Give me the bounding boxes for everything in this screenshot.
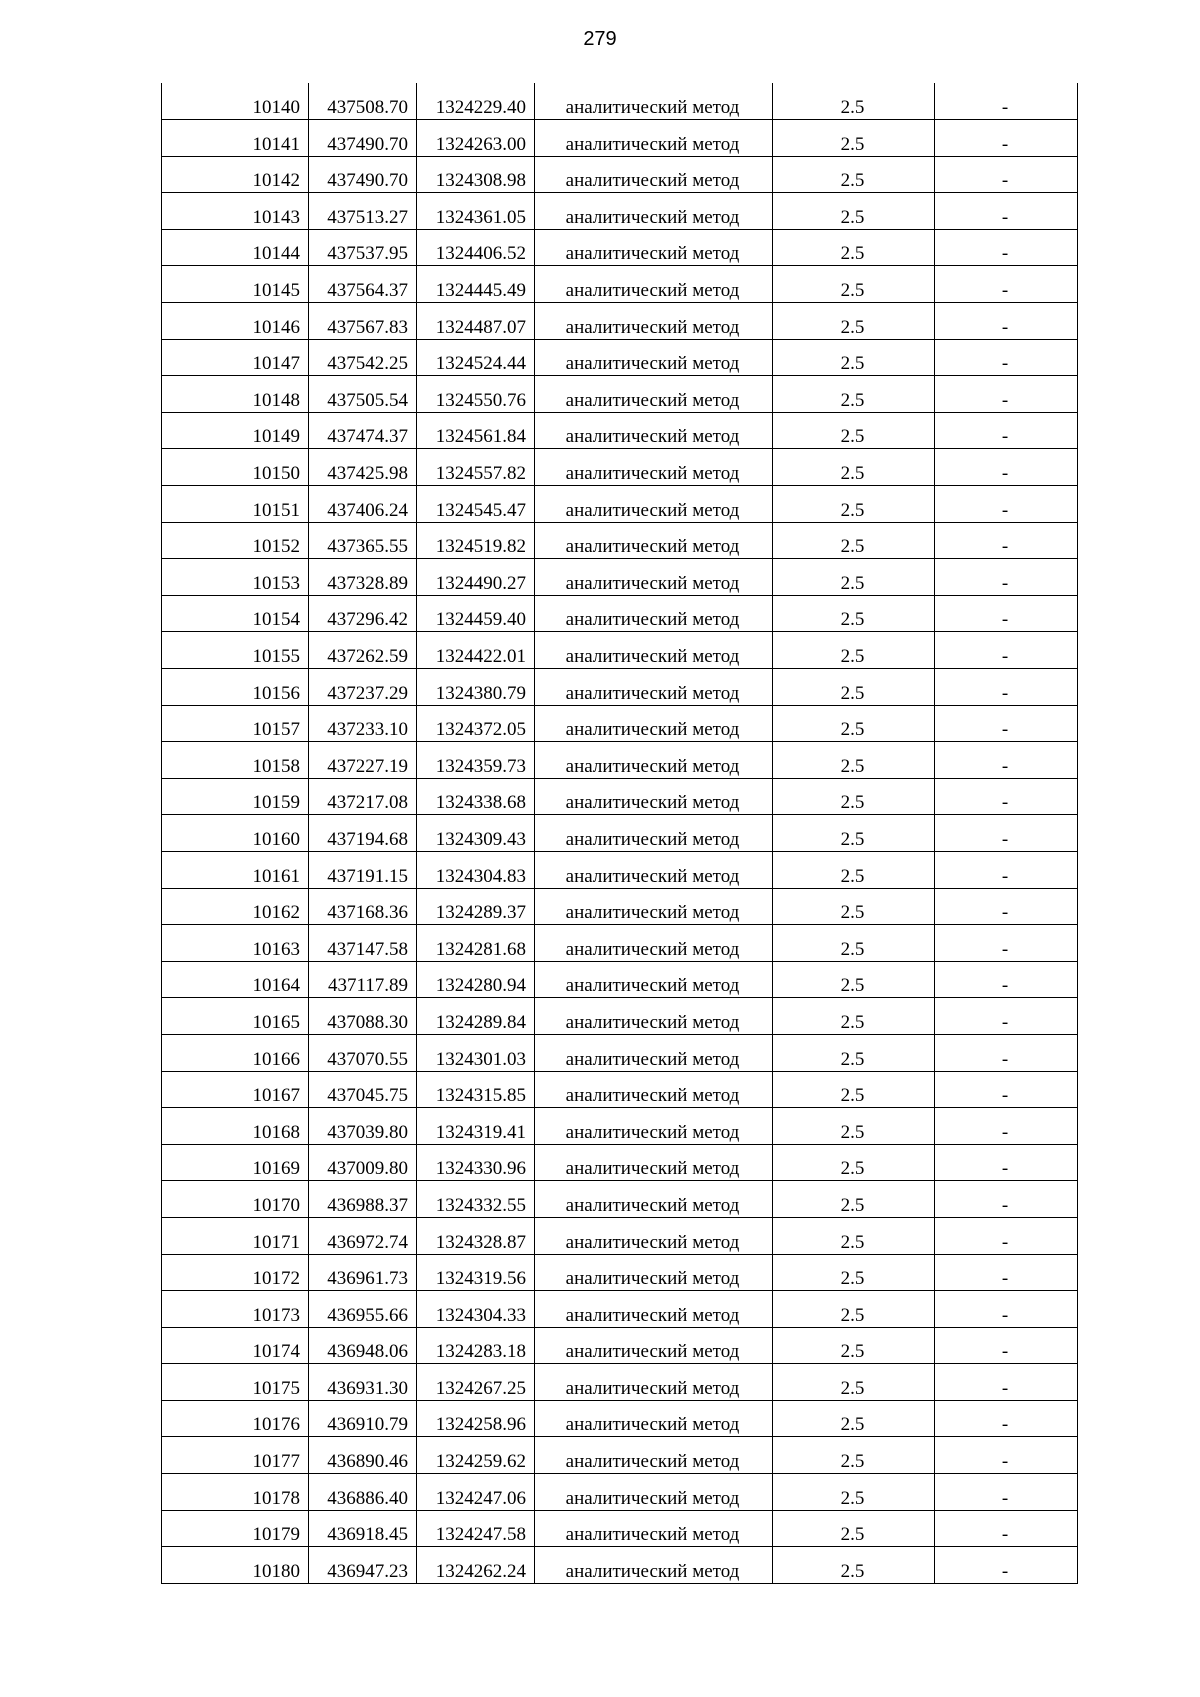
accuracy-cell: 2.5 [773, 851, 935, 888]
point-number-cell: 10166 [162, 1034, 309, 1071]
method-cell: аналитический метод [535, 120, 773, 157]
table-row [162, 229, 1078, 266]
accuracy-cell: 2.5 [773, 742, 935, 779]
table-row [162, 1437, 1078, 1474]
method-cell: аналитический метод [535, 376, 773, 413]
table-row [162, 815, 1078, 852]
table-row [162, 1510, 1078, 1547]
point-number-cell: 10178 [162, 1474, 309, 1511]
note-cell: - [935, 486, 1078, 523]
table-row [162, 1071, 1078, 1108]
y-coordinate-cell: 1324258.96 [417, 1400, 535, 1437]
x-coordinate-cell: 436890.46 [309, 1437, 417, 1474]
point-number-cell: 10148 [162, 376, 309, 413]
x-coordinate-cell: 437474.37 [309, 412, 417, 449]
accuracy-cell: 2.5 [773, 193, 935, 230]
x-coordinate-cell: 437490.70 [309, 156, 417, 193]
accuracy-cell: 2.5 [773, 266, 935, 303]
x-coordinate-cell: 436886.40 [309, 1474, 417, 1511]
table-row [162, 1034, 1078, 1071]
point-number-cell: 10171 [162, 1217, 309, 1254]
method-cell: аналитический метод [535, 339, 773, 376]
table-row [162, 632, 1078, 669]
method-cell: аналитический метод [535, 742, 773, 779]
table-row [162, 888, 1078, 925]
accuracy-cell: 2.5 [773, 229, 935, 266]
accuracy-cell: 2.5 [773, 1474, 935, 1511]
y-coordinate-cell: 1324445.49 [417, 266, 535, 303]
point-number-cell: 10169 [162, 1144, 309, 1181]
table-row [162, 925, 1078, 962]
point-number-cell: 10177 [162, 1437, 309, 1474]
point-number-cell: 10158 [162, 742, 309, 779]
point-number-cell: 10156 [162, 669, 309, 706]
page-number: 279 [583, 28, 617, 50]
table-row [162, 1108, 1078, 1145]
x-coordinate-cell: 437490.70 [309, 120, 417, 157]
y-coordinate-cell: 1324263.00 [417, 120, 535, 157]
table-row [162, 412, 1078, 449]
method-cell: аналитический метод [535, 1437, 773, 1474]
y-coordinate-cell: 1324406.52 [417, 229, 535, 266]
point-number-cell: 10147 [162, 339, 309, 376]
method-cell: аналитический метод [535, 1510, 773, 1547]
y-coordinate-cell: 1324247.06 [417, 1474, 535, 1511]
note-cell: - [935, 1400, 1078, 1437]
point-number-cell: 10150 [162, 449, 309, 486]
table-row [162, 1217, 1078, 1254]
x-coordinate-cell: 437365.55 [309, 522, 417, 559]
x-coordinate-cell: 437425.98 [309, 449, 417, 486]
accuracy-cell: 2.5 [773, 303, 935, 340]
accuracy-cell: 2.5 [773, 1547, 935, 1584]
method-cell: аналитический метод [535, 1217, 773, 1254]
point-number-cell: 10167 [162, 1071, 309, 1108]
x-coordinate-cell: 437191.15 [309, 851, 417, 888]
note-cell: - [935, 522, 1078, 559]
y-coordinate-cell: 1324304.83 [417, 851, 535, 888]
accuracy-cell: 2.5 [773, 1144, 935, 1181]
note-cell: - [935, 1547, 1078, 1584]
x-coordinate-cell: 437564.37 [309, 266, 417, 303]
point-number-cell: 10152 [162, 522, 309, 559]
x-coordinate-cell: 437233.10 [309, 705, 417, 742]
point-number-cell: 10143 [162, 193, 309, 230]
note-cell: - [935, 1144, 1078, 1181]
accuracy-cell: 2.5 [773, 1510, 935, 1547]
x-coordinate-cell: 437262.59 [309, 632, 417, 669]
table-row [162, 1181, 1078, 1218]
table-row [162, 266, 1078, 303]
note-cell: - [935, 1364, 1078, 1401]
accuracy-cell: 2.5 [773, 998, 935, 1035]
note-cell: - [935, 449, 1078, 486]
accuracy-cell: 2.5 [773, 669, 935, 706]
x-coordinate-cell: 437088.30 [309, 998, 417, 1035]
x-coordinate-cell: 437147.58 [309, 925, 417, 962]
x-coordinate-cell: 437328.89 [309, 559, 417, 596]
method-cell: аналитический метод [535, 156, 773, 193]
table-row [162, 1547, 1078, 1584]
note-cell: - [935, 742, 1078, 779]
x-coordinate-cell: 437505.54 [309, 376, 417, 413]
accuracy-cell: 2.5 [773, 156, 935, 193]
method-cell: аналитический метод [535, 1291, 773, 1328]
note-cell: - [935, 193, 1078, 230]
y-coordinate-cell: 1324459.40 [417, 595, 535, 632]
accuracy-cell: 2.5 [773, 925, 935, 962]
accuracy-cell: 2.5 [773, 1217, 935, 1254]
y-coordinate-cell: 1324308.98 [417, 156, 535, 193]
table-row [162, 742, 1078, 779]
y-coordinate-cell: 1324247.58 [417, 1510, 535, 1547]
point-number-cell: 10155 [162, 632, 309, 669]
note-cell: - [935, 1291, 1078, 1328]
y-coordinate-cell: 1324550.76 [417, 376, 535, 413]
accuracy-cell: 2.5 [773, 888, 935, 925]
note-cell: - [935, 1510, 1078, 1547]
y-coordinate-cell: 1324422.01 [417, 632, 535, 669]
x-coordinate-cell: 437045.75 [309, 1071, 417, 1108]
accuracy-cell: 2.5 [773, 1071, 935, 1108]
note-cell: - [935, 1327, 1078, 1364]
note-cell: - [935, 888, 1078, 925]
method-cell: аналитический метод [535, 303, 773, 340]
point-number-cell: 10160 [162, 815, 309, 852]
y-coordinate-cell: 1324519.82 [417, 522, 535, 559]
accuracy-cell: 2.5 [773, 1400, 935, 1437]
note-cell: - [935, 632, 1078, 669]
x-coordinate-cell: 437039.80 [309, 1108, 417, 1145]
point-number-cell: 10172 [162, 1254, 309, 1291]
point-number-cell: 10153 [162, 559, 309, 596]
point-number-cell: 10141 [162, 120, 309, 157]
y-coordinate-cell: 1324229.40 [417, 83, 535, 120]
method-cell: аналитический метод [535, 1144, 773, 1181]
accuracy-cell: 2.5 [773, 412, 935, 449]
method-cell: аналитический метод [535, 1108, 773, 1145]
y-coordinate-cell: 1324319.41 [417, 1108, 535, 1145]
accuracy-cell: 2.5 [773, 376, 935, 413]
y-coordinate-cell: 1324319.56 [417, 1254, 535, 1291]
method-cell: аналитический метод [535, 888, 773, 925]
y-coordinate-cell: 1324332.55 [417, 1181, 535, 1218]
table-row [162, 120, 1078, 157]
y-coordinate-cell: 1324262.24 [417, 1547, 535, 1584]
accuracy-cell: 2.5 [773, 1437, 935, 1474]
x-coordinate-cell: 437513.27 [309, 193, 417, 230]
y-coordinate-cell: 1324359.73 [417, 742, 535, 779]
table-row [162, 449, 1078, 486]
point-number-cell: 10168 [162, 1108, 309, 1145]
accuracy-cell: 2.5 [773, 449, 935, 486]
point-number-cell: 10165 [162, 998, 309, 1035]
point-number-cell: 10180 [162, 1547, 309, 1584]
table-row [162, 705, 1078, 742]
x-coordinate-cell: 437227.19 [309, 742, 417, 779]
accuracy-cell: 2.5 [773, 1254, 935, 1291]
accuracy-cell: 2.5 [773, 1364, 935, 1401]
note-cell: - [935, 925, 1078, 962]
table-row [162, 998, 1078, 1035]
method-cell: аналитический метод [535, 522, 773, 559]
method-cell: аналитический метод [535, 559, 773, 596]
table-row [162, 1291, 1078, 1328]
x-coordinate-cell: 437237.29 [309, 669, 417, 706]
table-row [162, 486, 1078, 523]
method-cell: аналитический метод [535, 595, 773, 632]
x-coordinate-cell: 437070.55 [309, 1034, 417, 1071]
y-coordinate-cell: 1324283.18 [417, 1327, 535, 1364]
x-coordinate-cell: 436955.66 [309, 1291, 417, 1328]
coordinates-table [161, 83, 1078, 1584]
note-cell: - [935, 339, 1078, 376]
accuracy-cell: 2.5 [773, 1108, 935, 1145]
x-coordinate-cell: 436961.73 [309, 1254, 417, 1291]
table-row [162, 669, 1078, 706]
x-coordinate-cell: 436948.06 [309, 1327, 417, 1364]
y-coordinate-cell: 1324380.79 [417, 669, 535, 706]
note-cell: - [935, 1034, 1078, 1071]
x-coordinate-cell: 436910.79 [309, 1400, 417, 1437]
point-number-cell: 10162 [162, 888, 309, 925]
method-cell: аналитический метод [535, 705, 773, 742]
y-coordinate-cell: 1324280.94 [417, 961, 535, 998]
table-row [162, 778, 1078, 815]
y-coordinate-cell: 1324328.87 [417, 1217, 535, 1254]
table-row [162, 1327, 1078, 1364]
accuracy-cell: 2.5 [773, 1291, 935, 1328]
method-cell: аналитический метод [535, 669, 773, 706]
point-number-cell: 10173 [162, 1291, 309, 1328]
table-row [162, 595, 1078, 632]
note-cell: - [935, 1108, 1078, 1145]
method-cell: аналитический метод [535, 1181, 773, 1218]
x-coordinate-cell: 436972.74 [309, 1217, 417, 1254]
method-cell: аналитический метод [535, 998, 773, 1035]
note-cell: - [935, 229, 1078, 266]
note-cell: - [935, 778, 1078, 815]
y-coordinate-cell: 1324487.07 [417, 303, 535, 340]
y-coordinate-cell: 1324330.96 [417, 1144, 535, 1181]
y-coordinate-cell: 1324315.85 [417, 1071, 535, 1108]
point-number-cell: 10174 [162, 1327, 309, 1364]
point-number-cell: 10170 [162, 1181, 309, 1218]
y-coordinate-cell: 1324267.25 [417, 1364, 535, 1401]
note-cell: - [935, 412, 1078, 449]
x-coordinate-cell: 437168.36 [309, 888, 417, 925]
note-cell: - [935, 1181, 1078, 1218]
y-coordinate-cell: 1324545.47 [417, 486, 535, 523]
x-coordinate-cell: 437406.24 [309, 486, 417, 523]
accuracy-cell: 2.5 [773, 120, 935, 157]
table-row [162, 1364, 1078, 1401]
point-number-cell: 10140 [162, 83, 309, 120]
x-coordinate-cell: 437117.89 [309, 961, 417, 998]
note-cell: - [935, 595, 1078, 632]
note-cell: - [935, 120, 1078, 157]
coordinates-table-body [162, 83, 1078, 1583]
y-coordinate-cell: 1324361.05 [417, 193, 535, 230]
table-row [162, 559, 1078, 596]
method-cell: аналитический метод [535, 1547, 773, 1584]
method-cell: аналитический метод [535, 83, 773, 120]
y-coordinate-cell: 1324490.27 [417, 559, 535, 596]
method-cell: аналитический метод [535, 1474, 773, 1511]
y-coordinate-cell: 1324281.68 [417, 925, 535, 962]
method-cell: аналитический метод [535, 266, 773, 303]
point-number-cell: 10176 [162, 1400, 309, 1437]
accuracy-cell: 2.5 [773, 778, 935, 815]
table-row [162, 83, 1078, 120]
x-coordinate-cell: 437194.68 [309, 815, 417, 852]
x-coordinate-cell: 437296.42 [309, 595, 417, 632]
note-cell: - [935, 1437, 1078, 1474]
method-cell: аналитический метод [535, 449, 773, 486]
point-number-cell: 10149 [162, 412, 309, 449]
method-cell: аналитический метод [535, 632, 773, 669]
method-cell: аналитический метод [535, 412, 773, 449]
accuracy-cell: 2.5 [773, 1181, 935, 1218]
x-coordinate-cell: 437542.25 [309, 339, 417, 376]
method-cell: аналитический метод [535, 486, 773, 523]
note-cell: - [935, 961, 1078, 998]
x-coordinate-cell: 436947.23 [309, 1547, 417, 1584]
point-number-cell: 10179 [162, 1510, 309, 1547]
method-cell: аналитический метод [535, 193, 773, 230]
accuracy-cell: 2.5 [773, 1034, 935, 1071]
method-cell: аналитический метод [535, 1254, 773, 1291]
note-cell: - [935, 998, 1078, 1035]
table-row [162, 961, 1078, 998]
method-cell: аналитический метод [535, 961, 773, 998]
accuracy-cell: 2.5 [773, 815, 935, 852]
x-coordinate-cell: 437217.08 [309, 778, 417, 815]
point-number-cell: 10145 [162, 266, 309, 303]
method-cell: аналитический метод [535, 778, 773, 815]
y-coordinate-cell: 1324557.82 [417, 449, 535, 486]
y-coordinate-cell: 1324289.84 [417, 998, 535, 1035]
y-coordinate-cell: 1324301.03 [417, 1034, 535, 1071]
table-row [162, 303, 1078, 340]
method-cell: аналитический метод [535, 1364, 773, 1401]
method-cell: аналитический метод [535, 1071, 773, 1108]
point-number-cell: 10142 [162, 156, 309, 193]
note-cell: - [935, 1254, 1078, 1291]
point-number-cell: 10159 [162, 778, 309, 815]
y-coordinate-cell: 1324372.05 [417, 705, 535, 742]
y-coordinate-cell: 1324309.43 [417, 815, 535, 852]
y-coordinate-cell: 1324524.44 [417, 339, 535, 376]
note-cell: - [935, 1071, 1078, 1108]
accuracy-cell: 2.5 [773, 522, 935, 559]
note-cell: - [935, 303, 1078, 340]
note-cell: - [935, 815, 1078, 852]
point-number-cell: 10163 [162, 925, 309, 962]
accuracy-cell: 2.5 [773, 705, 935, 742]
accuracy-cell: 2.5 [773, 632, 935, 669]
accuracy-cell: 2.5 [773, 559, 935, 596]
note-cell: - [935, 705, 1078, 742]
point-number-cell: 10164 [162, 961, 309, 998]
table-row [162, 1400, 1078, 1437]
table-row [162, 1254, 1078, 1291]
x-coordinate-cell: 437567.83 [309, 303, 417, 340]
point-number-cell: 10161 [162, 851, 309, 888]
accuracy-cell: 2.5 [773, 1327, 935, 1364]
table-row [162, 376, 1078, 413]
table-row [162, 522, 1078, 559]
table-row [162, 339, 1078, 376]
accuracy-cell: 2.5 [773, 83, 935, 120]
y-coordinate-cell: 1324259.62 [417, 1437, 535, 1474]
point-number-cell: 10154 [162, 595, 309, 632]
x-coordinate-cell: 437009.80 [309, 1144, 417, 1181]
y-coordinate-cell: 1324561.84 [417, 412, 535, 449]
point-number-cell: 10146 [162, 303, 309, 340]
table-row [162, 1474, 1078, 1511]
note-cell: - [935, 266, 1078, 303]
accuracy-cell: 2.5 [773, 595, 935, 632]
x-coordinate-cell: 436918.45 [309, 1510, 417, 1547]
method-cell: аналитический метод [535, 1327, 773, 1364]
method-cell: аналитический метод [535, 1400, 773, 1437]
accuracy-cell: 2.5 [773, 961, 935, 998]
method-cell: аналитический метод [535, 229, 773, 266]
note-cell: - [935, 669, 1078, 706]
x-coordinate-cell: 437508.70 [309, 83, 417, 120]
table-row [162, 851, 1078, 888]
y-coordinate-cell: 1324289.37 [417, 888, 535, 925]
method-cell: аналитический метод [535, 851, 773, 888]
accuracy-cell: 2.5 [773, 339, 935, 376]
point-number-cell: 10151 [162, 486, 309, 523]
note-cell: - [935, 83, 1078, 120]
note-cell: - [935, 559, 1078, 596]
method-cell: аналитический метод [535, 815, 773, 852]
accuracy-cell: 2.5 [773, 486, 935, 523]
table-row [162, 193, 1078, 230]
method-cell: аналитический метод [535, 925, 773, 962]
y-coordinate-cell: 1324338.68 [417, 778, 535, 815]
note-cell: - [935, 376, 1078, 413]
point-number-cell: 10157 [162, 705, 309, 742]
point-number-cell: 10144 [162, 229, 309, 266]
x-coordinate-cell: 436931.30 [309, 1364, 417, 1401]
point-number-cell: 10175 [162, 1364, 309, 1401]
x-coordinate-cell: 436988.37 [309, 1181, 417, 1218]
note-cell: - [935, 1217, 1078, 1254]
note-cell: - [935, 851, 1078, 888]
x-coordinate-cell: 437537.95 [309, 229, 417, 266]
y-coordinate-cell: 1324304.33 [417, 1291, 535, 1328]
note-cell: - [935, 156, 1078, 193]
method-cell: аналитический метод [535, 1034, 773, 1071]
note-cell: - [935, 1474, 1078, 1511]
table-row [162, 156, 1078, 193]
table-row [162, 1144, 1078, 1181]
